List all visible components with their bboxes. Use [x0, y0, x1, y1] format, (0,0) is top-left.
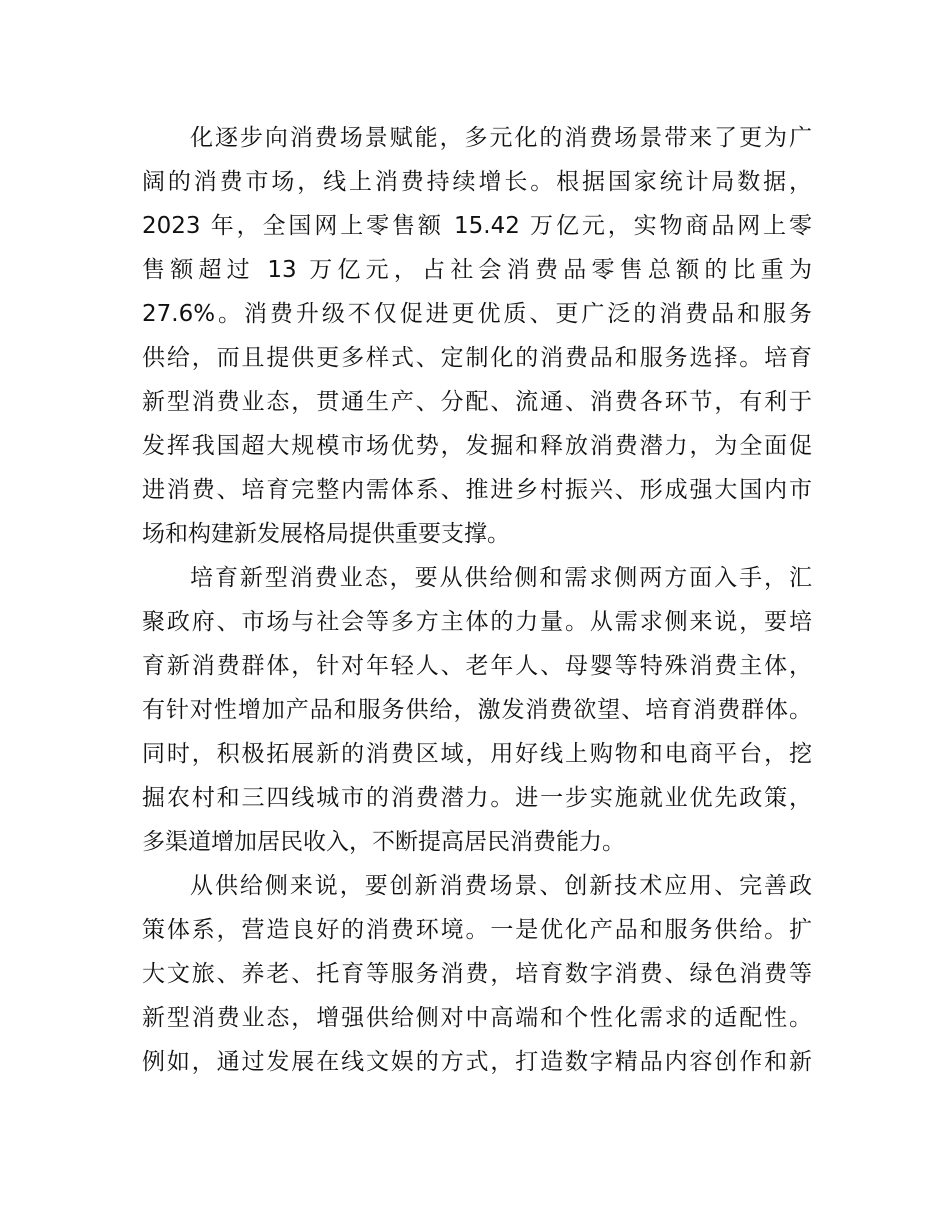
text-line: 化逐步向消费场景赋能，多元化的消费场景带来了更为广	[190, 125, 812, 151]
text-line: 例如，通过发展在线文娱的方式，打造数字精品内容创作和新	[142, 1049, 812, 1075]
text-line: 27.6%。消费升级不仅促进更优质、更广泛的消费品和服务	[142, 301, 812, 327]
text-line: 售额超过 13 万亿元，占社会消费品零售总额的比重为	[142, 257, 812, 283]
text-line: 供给，而且提供更多样式、定制化的消费品和服务选择。培育	[142, 345, 812, 371]
paragraph	[142, 556, 812, 864]
paragraph	[142, 116, 812, 556]
text-line: 2023 年，全国网上零售额 15.42 万亿元，实物商品网上零	[142, 213, 812, 239]
text-line: 育新消费群体，针对年轻人、老年人、母婴等特殊消费主体，	[142, 653, 812, 679]
document-page	[142, 116, 812, 1084]
text-line: 从供给侧来说，要创新消费场景、创新技术应用、完善政	[190, 873, 812, 899]
text-line: 场和构建新发展格局提供重要支撑。	[142, 521, 510, 547]
text-line: 阔的消费市场，线上消费持续增长。根据国家统计局数据，	[142, 169, 812, 195]
paragraph	[142, 864, 812, 1084]
text-line: 掘农村和三四线城市的消费潜力。进一步实施就业优先政策，	[142, 785, 812, 811]
text-line: 策体系，营造良好的消费环境。一是优化产品和服务供给。扩	[142, 917, 812, 943]
text-line: 大文旅、养老、托育等服务消费，培育数字消费、绿色消费等	[142, 961, 812, 987]
text-line: 同时，积极拓展新的消费区域，用好线上购物和电商平台，挖	[142, 741, 812, 767]
text-line: 进消费、培育完整内需体系、推进乡村振兴、形成强大国内市	[142, 477, 812, 503]
text-line: 新型消费业态，贯通生产、分配、流通、消费各环节，有利于	[142, 389, 812, 415]
text-line: 新型消费业态，增强供给侧对中高端和个性化需求的适配性。	[142, 1005, 812, 1031]
text-line: 发挥我国超大规模市场优势，发掘和释放消费潜力，为全面促	[142, 433, 812, 459]
text-line: 有针对性增加产品和服务供给，激发消费欲望、培育消费群体。	[142, 697, 812, 723]
text-line: 培育新型消费业态，要从供给侧和需求侧两方面入手，汇	[190, 565, 812, 591]
text-line: 多渠道增加居民收入，不断提高居民消费能力。	[142, 829, 625, 855]
text-line: 聚政府、市场与社会等多方主体的力量。从需求侧来说，要培	[142, 609, 812, 635]
